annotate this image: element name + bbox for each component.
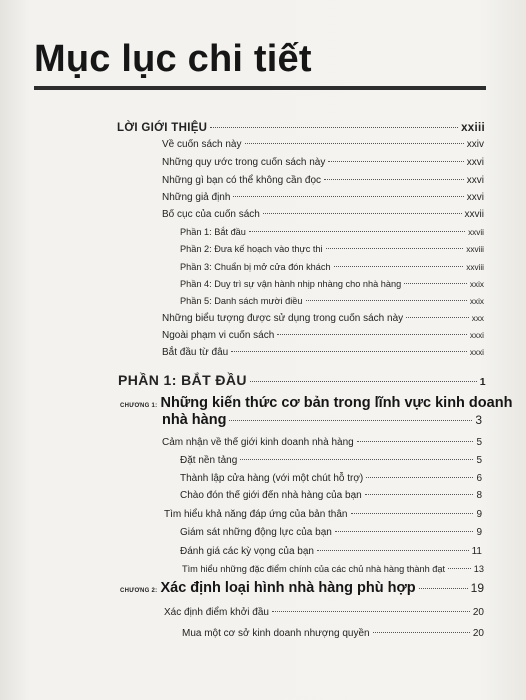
toc-entry[interactable]: Đặt nền tảng 5	[180, 455, 482, 466]
toc-entry[interactable]: Thành lập cửa hàng (với một chút hỗ trợ) 6	[180, 473, 482, 484]
toc-entry[interactable]: Mua một cơ sở kinh doanh nhượng quyền 20	[182, 628, 484, 639]
chapter-tag: CHƯƠNG 1:	[120, 403, 158, 409]
toc-chapter-2-heading[interactable]	[120, 580, 484, 596]
dot-leader	[231, 351, 467, 352]
dot-leader	[240, 459, 473, 460]
dot-leader	[406, 317, 469, 318]
toc-chapter-1-heading-cont[interactable]: nhà hàng 3	[162, 412, 482, 428]
toc-entry[interactable]: Giám sát những động lực của bạn 9	[180, 527, 482, 538]
dot-leader	[419, 588, 468, 589]
dot-leader	[317, 550, 469, 551]
dot-leader	[404, 283, 467, 284]
dot-leader	[277, 334, 467, 335]
toc-part-1-heading[interactable]: PHẦN 1: BẮT ĐẦU 1	[118, 372, 486, 388]
dot-leader	[210, 127, 458, 128]
dot-leader	[249, 231, 465, 232]
toc-entry[interactable]: Những giả định xxvi	[162, 192, 484, 203]
dot-leader	[250, 381, 477, 382]
toc-entry[interactable]: Về cuốn sách này xxiv	[162, 139, 484, 150]
dot-leader	[245, 143, 464, 144]
chapter-tag: CHƯƠNG 2:	[120, 588, 158, 594]
toc-entry[interactable]: Phần 3: Chuẩn bị mở cửa đón khách xxviii	[180, 262, 484, 272]
dot-leader	[328, 161, 463, 162]
page-number: 1	[479, 376, 486, 388]
chapter-title: Những kiến thức cơ bản trong lĩnh vực kinh doanh	[160, 395, 513, 411]
dot-leader	[324, 179, 464, 180]
dot-leader	[448, 568, 471, 569]
toc-entry[interactable]: Cảm nhận về thế giới kinh doanh nhà hàng 5	[162, 437, 482, 448]
page-number: xxiii	[461, 122, 485, 134]
dot-leader	[306, 300, 467, 301]
dot-leader	[229, 420, 472, 421]
dot-leader	[233, 196, 463, 197]
toc-entry[interactable]: Đánh giá các kỳ vọng của bạn 11	[180, 546, 482, 557]
dot-leader	[357, 441, 474, 442]
page-number: 19	[470, 581, 484, 595]
toc-entry[interactable]: Xác định điểm khởi đầu 20	[164, 607, 484, 618]
toc-entry[interactable]: Tìm hiểu khả năng đáp ứng của bản thân 9	[164, 509, 482, 520]
toc-intro-heading[interactable]: LỜI GIỚI THIỆU xxiii	[117, 122, 485, 134]
page-number: 3	[475, 413, 482, 427]
toc-entry[interactable]: Ngoài phạm vi cuốn sách xxxi	[162, 330, 484, 341]
dot-leader	[326, 248, 464, 249]
toc-entry[interactable]: Bắt đầu từ đâu xxxi	[162, 347, 484, 358]
toc-chapter-1-heading[interactable]	[120, 395, 513, 411]
dot-leader	[272, 611, 470, 612]
dot-leader	[366, 477, 473, 478]
dot-leader	[373, 632, 470, 633]
toc-entry[interactable]: Những quy ước trong cuốn sách này xxvi	[162, 157, 484, 168]
page-title: Mục lục chi tiết	[34, 38, 312, 80]
toc-entry[interactable]: Bố cục của cuốn sách xxvii	[162, 209, 484, 220]
toc-entry[interactable]: Phần 5: Danh sách mười điều xxix	[180, 296, 484, 306]
toc-entry[interactable]: Những gì bạn có thể không cần đọc xxvi	[162, 175, 484, 186]
toc-entry[interactable]: Phần 2: Đưa kế hoạch vào thực thi xxviii	[180, 244, 484, 254]
toc-entry[interactable]: Phần 1: Bắt đầu xxvii	[180, 227, 484, 237]
dot-leader	[365, 494, 474, 495]
toc-entry[interactable]: Chào đón thế giới đến nhà hàng của bạn 8	[180, 490, 482, 501]
dot-leader	[334, 266, 464, 267]
dot-leader	[263, 213, 462, 214]
chapter-title: Xác định loại hình nhà hàng phù hợp	[160, 580, 416, 596]
toc-entry[interactable]: Tìm hiểu những đặc điểm chính của các chủ nhà hàng thành đạt 13	[182, 564, 484, 574]
dot-leader	[351, 513, 474, 514]
dot-leader	[335, 531, 474, 532]
toc-entry[interactable]: Những biểu tượng được sử dụng trong cuốn sách này xxx	[162, 313, 484, 324]
toc-entry[interactable]: Phần 4: Duy trì sự vận hành nhịp nhàng cho nhà hàng xxix	[180, 279, 484, 289]
